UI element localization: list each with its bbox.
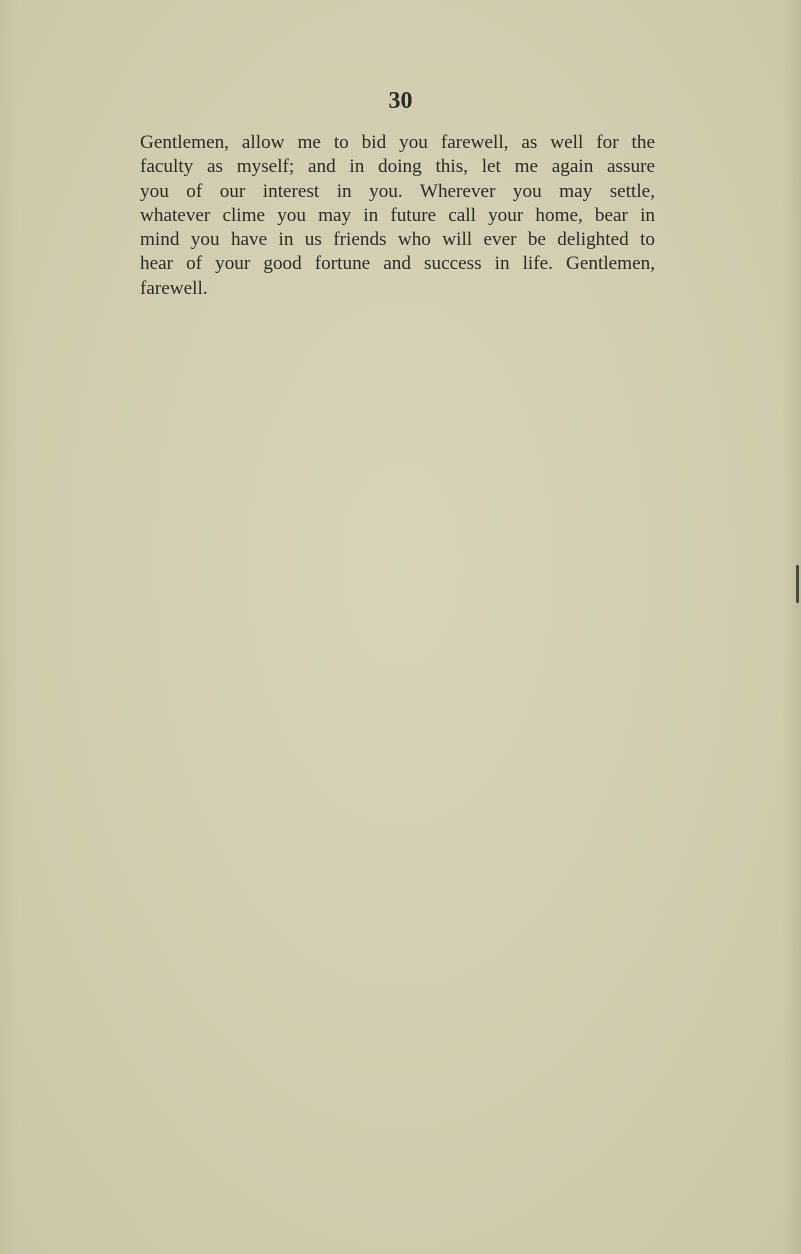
text-line: faculty as myself; and in doing this, let me again assure (140, 156, 655, 178)
binding-edge-mark (796, 565, 799, 603)
paragraph (140, 131, 655, 301)
text-line: Gentlemen, allow me to bid you farewell, as well for the (140, 132, 655, 153)
text-line: you of our interest in you. Wherever you may settle, (140, 180, 655, 202)
text-line: mind you have in us friends who will ever be delighted to (140, 229, 655, 251)
text-line: hear of your good fortune and success in life. Gentlemen, (140, 253, 655, 275)
text-line: whatever clime you may in future call your home, bear in (140, 204, 655, 226)
text-line: farewell. (140, 277, 208, 299)
page-number: 30 (388, 88, 413, 114)
